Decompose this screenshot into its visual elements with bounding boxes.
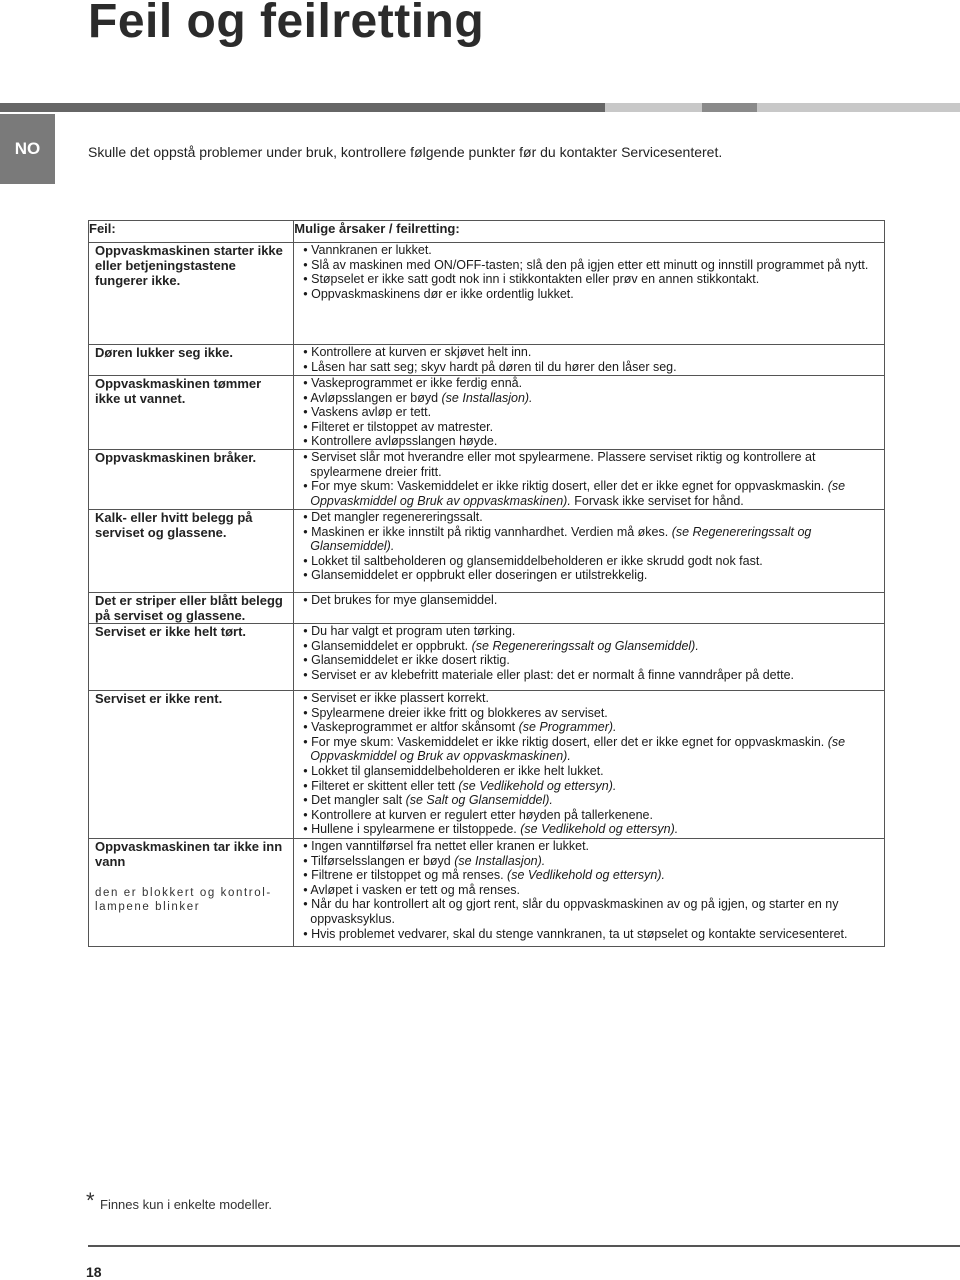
cause-item (294, 868, 884, 883)
cause-item (294, 883, 884, 898)
cause-reference: (se Installasjon). (441, 390, 533, 405)
fault-cell (89, 623, 294, 690)
fault-header: Feil: (89, 221, 294, 243)
cause-reference: (se Vedlikehold og ettersyn). (458, 778, 617, 793)
cause-text: Oppvaskmaskinens dør er ikke ordentlig lukket. (311, 286, 574, 301)
cause-text: Vaskens avløp er tett. (311, 405, 432, 420)
causes-cell (294, 243, 885, 345)
table-body (89, 243, 885, 947)
table-row (89, 449, 885, 509)
cause-item (294, 243, 884, 258)
cause-text: Serviset slår mot hverandre eller mot spylearmene. Plassere serviset riktig og kontrollere at spylearmene dreier fritt. (310, 449, 816, 479)
cause-reference: (se Vedlikehold og ettersyn). (520, 822, 679, 837)
table-row (89, 690, 885, 838)
cause-text: Vaskeprogrammet er altfor skånsomt (311, 720, 519, 735)
cause-text: Kontrollere avløpsslangen høyde. (311, 434, 498, 449)
cause-text: Tilførselsslangen er bøyd (310, 853, 455, 868)
cause-item (294, 720, 884, 735)
cause-item (294, 272, 884, 287)
fault-cell (89, 592, 294, 623)
cause-text: Ingen vanntilførsel fra nettet eller kranen er lukket. (311, 838, 590, 853)
table-header-row (89, 221, 885, 243)
cause-text: Filteret er skittent eller tett (311, 778, 459, 793)
cause-item (294, 525, 884, 554)
cause-text: Det mangler salt (311, 793, 406, 808)
causes-header: Mulige årsaker / feilretting: (294, 221, 885, 243)
cause-item (294, 258, 884, 273)
cause-item (294, 839, 884, 854)
fault-cell (89, 243, 294, 345)
cause-item (294, 822, 884, 837)
cause-text: Kontrollere at kurven er skjøvet helt inn. (311, 345, 532, 359)
cause-text: For mye skum: Vaskemiddelet er ikke riktig dosert, eller det er ikke egnet for oppvaskmaskin. (311, 734, 828, 749)
cause-reference: (se Salt og Glansemiddel). (405, 793, 553, 808)
page-title: Feil og feilretting (88, 0, 485, 48)
cause-text: Vaskeprogrammet er ikke ferdig ennå. (311, 376, 523, 390)
causes-cell (294, 623, 885, 690)
cause-item (294, 510, 884, 525)
cause-text: Hvis problemet vedvarer, skal du stenge vannkranen, ta ut støpselet og kontakte servicesenteret. (311, 926, 848, 941)
cause-item (294, 593, 884, 608)
header-rule-mid (702, 103, 757, 112)
cause-item (294, 391, 884, 406)
cause-item (294, 691, 884, 706)
cause-item (294, 764, 884, 779)
cause-text: Glansemiddelet er ikke dosert riktig. (311, 653, 510, 668)
causes-cell (294, 509, 885, 592)
cause-text: Låsen har satt seg; skyv hardt på døren til du hører den låser seg. (311, 359, 677, 374)
cause-text: Filteret er tilstoppet av matrester. (311, 419, 494, 434)
header-rule-light (605, 103, 702, 112)
cause-text: Lokket til glansemiddelbeholderen er ikke helt lukket. (311, 763, 604, 778)
fault-label: Oppvaskmaskinen starter ikke eller betjeningstastene fungerer ikke. (95, 243, 283, 288)
header-rule-dark (0, 103, 605, 112)
causes-cell (294, 690, 885, 838)
troubleshooting-table (88, 220, 885, 947)
fault-sub-label: den er blokkert og kontrol-lampene blinker (95, 886, 272, 913)
cause-text: Spylearmene dreier ikke fritt og blokkeres av serviset. (311, 705, 608, 720)
fault-cell (89, 345, 294, 376)
cause-item (294, 287, 884, 302)
cause-text: Avløpsslangen er bøyd (310, 390, 442, 405)
fault-label: Oppvaskmaskinen tømmer ikke ut vannet. (95, 376, 262, 406)
cause-text: For mye skum: Vaskemiddelet er ikke riktig dosert, eller det er ikke egnet for oppvaskmaskin. (311, 479, 828, 494)
cause-item (294, 345, 884, 360)
cause-item (294, 897, 884, 926)
cause-reference: (se Regenereringssalt og Glansemiddel). (310, 524, 812, 554)
footnote-symbol: * (86, 1188, 95, 1213)
intro-text: Skulle det oppstå problemer under bruk, kontrollere følgende punkter før du kontakter Servicesenteret. (88, 144, 723, 160)
cause-text: Når du har kontrollert alt og gjort rent, slår du oppvaskmaskinen av og på igjen, og starter en ny oppvasksyklus. (310, 897, 839, 926)
footer-rule (88, 1245, 960, 1247)
cause-reference: (se Regenereringssalt og Glansemiddel). (471, 638, 699, 653)
cause-item (294, 653, 884, 668)
cause-item (294, 420, 884, 435)
causes-cell (294, 376, 885, 450)
cause-text: Det mangler regenereringssalt. (311, 509, 483, 524)
table-row (89, 376, 885, 450)
cause-text: Lokket til saltbeholderen og glansemiddelbeholderen er ikke skrudd godt nok fast. (311, 553, 763, 568)
causes-cell (294, 345, 885, 376)
header-rule-light-end (757, 103, 960, 112)
cause-item (294, 360, 884, 375)
cause-item (294, 668, 884, 683)
language-tab: NO (0, 114, 55, 184)
cause-text: Serviset er av klebefritt materiale eller plast: det er normalt å finne vanndråper på dette. (311, 667, 794, 682)
table-row (89, 509, 885, 592)
cause-item (294, 568, 884, 583)
fault-label: Kalk- eller hvitt belegg på serviset og glassene. (95, 509, 253, 540)
cause-text: Avløpet i vasken er tett og må renses. (310, 882, 521, 897)
cause-item (294, 854, 884, 869)
cause-text-tail: Forvask ikke serviset for hånd. (570, 493, 744, 508)
cause-item (294, 450, 884, 479)
cause-text: Støpselet er ikke satt godt nok inn i stikkontakten eller prøv en annen stikkontakt. (311, 272, 760, 287)
fault-label: Døren lukker seg ikke. (95, 345, 234, 360)
fault-cell (89, 376, 294, 450)
cause-reference: (se Oppvaskmiddel og Bruk av oppvaskmaskinen). (310, 479, 846, 508)
fault-cell (89, 449, 294, 509)
cause-text: Glansemiddelet er oppbrukt. (311, 638, 472, 653)
cause-reference: (se Vedlikehold og ettersyn). (507, 868, 665, 883)
causes-cell (294, 449, 885, 509)
fault-label: Serviset er ikke rent. (95, 690, 223, 706)
fault-cell (89, 509, 294, 592)
cause-text: Serviset er ikke plassert korrekt. (311, 690, 489, 705)
fault-cell (89, 838, 294, 946)
cause-text: Maskinen er ikke innstilt på riktig vannhardhet. Verdien må økes. (311, 524, 672, 539)
fault-label: Det er striper eller blått belegg på serviset og glassene. (95, 592, 283, 623)
cause-text: Du har valgt et program uten tørking. (311, 623, 516, 638)
fault-label: Oppvaskmaskinen bråker. (95, 449, 257, 465)
cause-item (294, 927, 884, 942)
fault-label: Oppvaskmaskinen tar ikke inn vann (95, 838, 283, 869)
fault-label: Serviset er ikke helt tørt. (95, 623, 247, 639)
table-row (89, 592, 885, 623)
cause-text: Glansemiddelet er oppbrukt eller doseringen er utilstrekkelig. (311, 568, 648, 583)
cause-text: Slå av maskinen med ON/OFF-tasten; slå den på igjen etter ett minutt og innstill programmet på nytt. (311, 257, 869, 272)
table-row (89, 838, 885, 946)
cause-item (294, 405, 884, 420)
footnote-text: Finnes kun i enkelte modeller. (100, 1197, 272, 1212)
cause-reference: (se Installasjon). (454, 853, 546, 868)
cause-text: Hullene i spylearmene er tilstoppede. (311, 822, 521, 837)
table-row (89, 243, 885, 345)
table-row (89, 345, 885, 376)
cause-item (294, 793, 884, 808)
cause-item (294, 779, 884, 794)
cause-item (294, 808, 884, 823)
cause-item (294, 639, 884, 654)
cause-text: Kontrollere at kurven er regulert etter høyden på tallerkenene. (311, 807, 653, 822)
cause-text: Det brukes for mye glansemiddel. (311, 592, 498, 607)
cause-item (294, 735, 884, 764)
causes-cell (294, 838, 885, 946)
causes-cell (294, 592, 885, 623)
fault-cell (89, 690, 294, 838)
cause-reference: (se Oppvaskmiddel og Bruk av oppvaskmaskinen). (310, 734, 846, 764)
cause-reference: (se Programmer). (518, 720, 617, 735)
cause-text: Vannkranen er lukket. (311, 243, 432, 257)
cause-item (294, 624, 884, 639)
page-number: 18 (86, 1264, 102, 1280)
cause-item (294, 376, 884, 391)
cause-item (294, 554, 884, 569)
table-row (89, 623, 885, 690)
cause-item (294, 479, 884, 508)
cause-item (294, 434, 884, 449)
cause-item (294, 706, 884, 721)
cause-text: Filtrene er tilstoppet og må renses. (311, 868, 508, 883)
